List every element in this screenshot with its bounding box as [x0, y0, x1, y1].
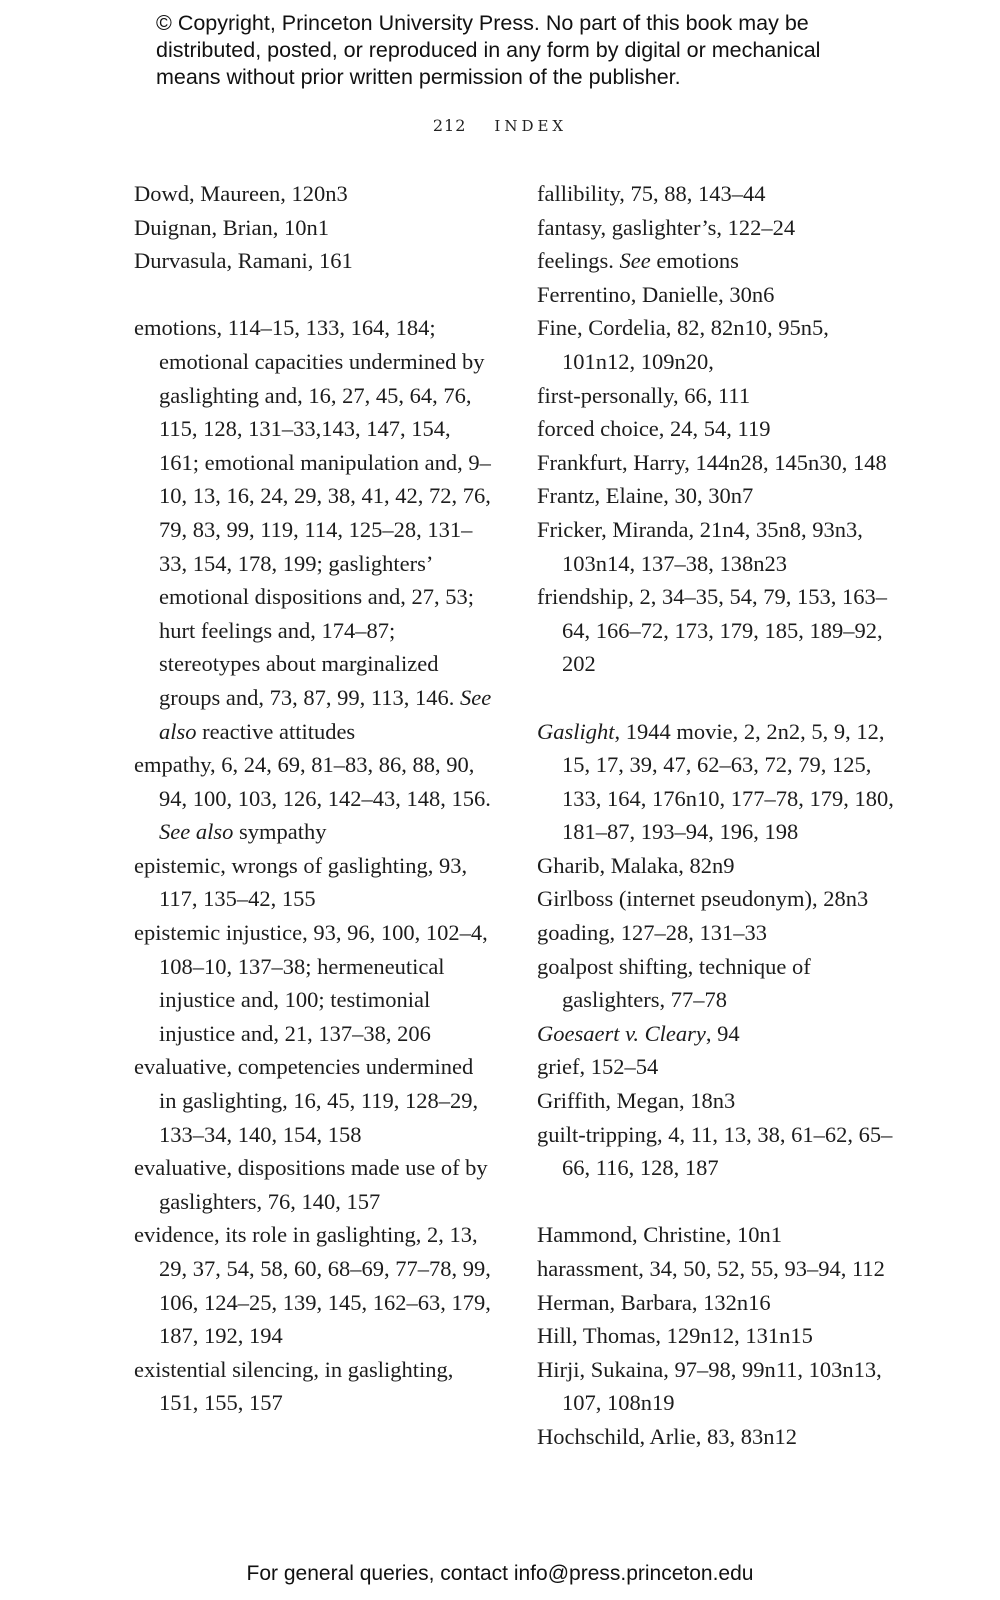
index-entry: existential silencing, in gaslighting, 151, 155, 157 — [134, 1356, 454, 1416]
cross-reference: emotions — [656, 248, 739, 274]
index-entry: Frantz, Elaine, 30, 30n7 — [537, 483, 754, 509]
index-entry: Hochschild, Arlie, 83, 83n12 — [537, 1423, 797, 1449]
index-entry: Gharib, Malaka, 82n9 — [537, 852, 735, 878]
entry-text: , 1944 movie, 2, 2n2, 5, 9, 12, 15, 17, 39, 47, 62–63, 72, 79, 125, 133, 164, 176n10, 177–78, 179, 180, 181–87, 193–94, 196, 198 — [562, 718, 894, 845]
index-entry: first-personally, 66, 111 — [537, 382, 751, 408]
case-title: Goesaert v. Cleary — [537, 1020, 706, 1046]
index-entry: guilt-tripping, 4, 11, 13, 38, 61–62, 65–66, 116, 128, 187 — [537, 1121, 893, 1181]
index-entry: Dowd, Maureen, 120n3 — [134, 181, 348, 206]
copyright-notice: © Copyright, Princeton University Press. No part of this book may be distributed, posted, or reproduced in any form by digital or mechanical means without prior written permission of the publisher. — [156, 11, 821, 89]
index-entry: Hill, Thomas, 129n12, 131n15 — [537, 1323, 813, 1349]
running-head-title: INDEX — [494, 117, 568, 135]
index-entry: fallibility, 75, 88, 143–44 — [537, 181, 766, 206]
index-entry: friendship, 2, 34–35, 54, 79, 153, 163–64, 166–72, 173, 179, 185, 189–92, 202 — [537, 584, 887, 677]
index-entry-goesaert — [537, 1017, 895, 1051]
index-entry: Ferrentino, Danielle, 30n6 — [537, 281, 775, 307]
see-label: See — [619, 248, 651, 274]
index-entry-empathy — [134, 748, 492, 849]
cross-reference: reactive attitudes — [202, 718, 356, 744]
index-entry-emotions — [134, 311, 492, 748]
index-column-right — [537, 177, 895, 1454]
index-entry: Hirji, Sukaina, 97–98, 99n11, 103n13, 107, 108n19 — [537, 1356, 882, 1416]
letter-group-gap — [537, 681, 895, 715]
index-entry: evaluative, competencies undermined in gaslighting, 16, 45, 119, 128–29, 133–34, 140, 154, 158 — [134, 1054, 479, 1147]
entry-text: feelings. — [537, 248, 614, 274]
page-number: 212 — [432, 116, 467, 135]
letter-group-gap — [134, 278, 492, 312]
index-entry: Durvasula, Ramani, 161 — [134, 248, 353, 274]
index-entry: evidence, its role in gaslighting, 2, 13, 29, 37, 54, 58, 60, 68–69, 77–78, 99, 106, 124–25, 139, 145, 162–63, 179, 187, 192, 194 — [134, 1222, 491, 1349]
index-entry: goading, 127–28, 131–33 — [537, 920, 767, 946]
index-entry: grief, 152–54 — [537, 1054, 659, 1080]
index-column-left — [134, 177, 492, 1420]
index-entry: epistemic, wrongs of gaslighting, 93, 117, 135–42, 155 — [134, 852, 468, 912]
index-entry: Herman, Barbara, 132n16 — [537, 1289, 771, 1315]
running-head — [0, 116, 1000, 135]
index-entry: harassment, 34, 50, 52, 55, 93–94, 112 — [537, 1256, 885, 1281]
index-entry-feelings — [537, 244, 895, 278]
index-entry: Fine, Cordelia, 82, 82n10, 95n5, 101n12, 109n20, — [537, 315, 829, 374]
see-also-label: See also — [159, 819, 234, 845]
index-entry: Girlboss (internet pseudonym), 28n3 — [537, 886, 869, 912]
letter-group-gap — [537, 1185, 895, 1219]
entry-text: empathy, 6, 24, 69, 81–83, 86, 88, 90, 94, 100, 103, 126, 142–43, 148, 156. — [134, 752, 491, 811]
index-entry: evaluative, dispositions made use of by gaslighters, 76, 140, 157 — [134, 1155, 488, 1214]
entry-text: emotions, 114–15, 133, 164, 184; emotional capacities undermined by gaslighting and, 16, 27, 45, 64, 76, 115, 128, 131–33,143, 147, 154, 161; emotional manipulation and, 9–10, 13, 16, 24, 29, 38, 41, 42, 72, 76, 79, 83, 99, 119, 114, 125–28, 131–33, 154, 178, 199; gaslighters’ emotional dispositions and, 27, 53; hurt feelings and, 174–87; stereotypes about marginalized groups and, 73, 87, 99, 113, 146. — [134, 315, 491, 710]
index-entry: goalpost shifting, technique of gaslighters, 77–78 — [537, 953, 811, 1013]
index-entry: forced choice, 24, 54, 119 — [537, 416, 771, 442]
index-entry: Griffith, Megan, 18n3 — [537, 1088, 736, 1114]
index-entry-gaslight — [537, 715, 895, 849]
index-entry: fantasy, gaslighter’s, 122–24 — [537, 214, 796, 240]
index-entry: epistemic injustice, 93, 96, 100, 102–4, 108–10, 137–38; hermeneutical injustice and, 100; testimonial injustice and, 21, 137–38, 206 — [134, 920, 488, 1046]
index-entry: Hammond, Christine, 10n1 — [537, 1222, 782, 1248]
index-entry: Duignan, Brian, 10n1 — [134, 214, 329, 240]
index-entry: Fricker, Miranda, 21n4, 35n8, 93n3, 103n14, 137–38, 138n23 — [537, 516, 863, 576]
work-title: Gaslight — [537, 718, 615, 744]
see-also-label: See also — [159, 684, 492, 744]
entry-text: , 94 — [705, 1020, 740, 1046]
index-entry: Frankfurt, Harry, 144n28, 145n30, 148 — [537, 449, 887, 475]
footer-contact: For general queries, contact info@press.princeton.edu — [246, 1562, 754, 1585]
cross-reference: sympathy — [238, 819, 327, 845]
